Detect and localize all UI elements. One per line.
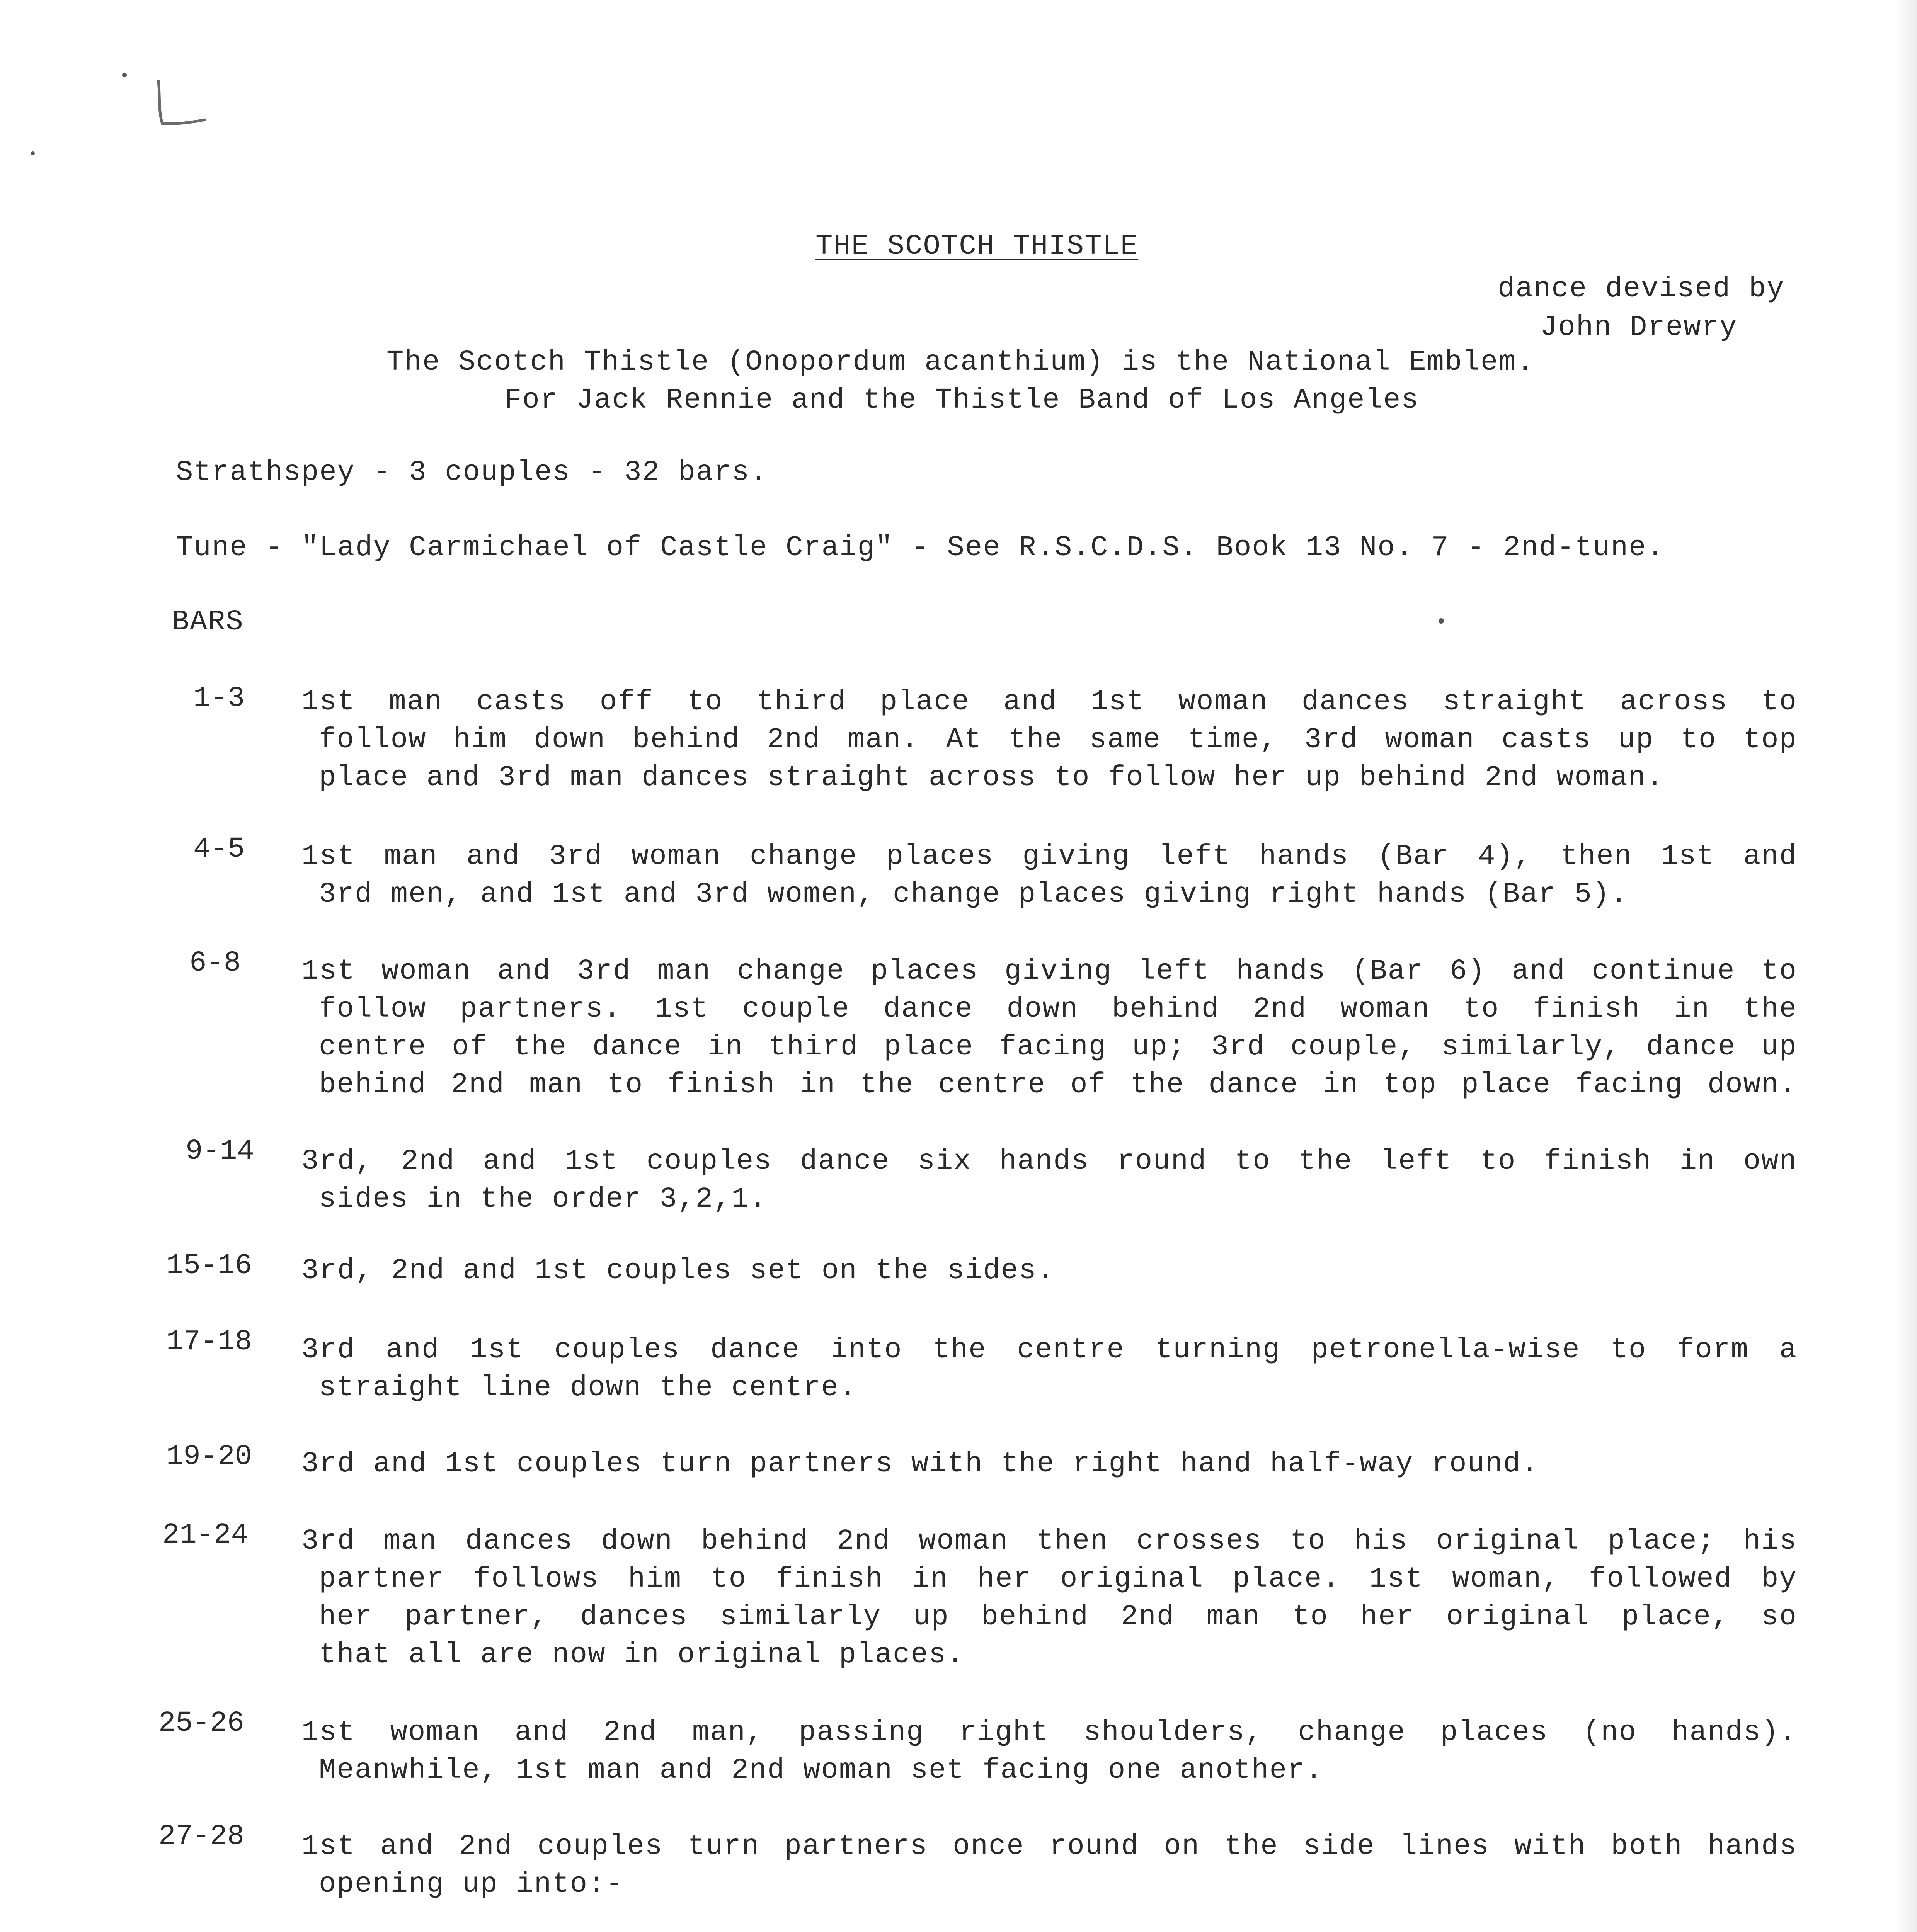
bar-range-label: 25-26 (158, 1707, 245, 1740)
stray-ink-dot (1439, 618, 1444, 624)
figure-description (301, 838, 1797, 913)
figure-line: 1st and 2nd couples turn partners once round on the side lines with both hands (301, 1830, 1797, 1863)
dance-title: THE SCOTCH THISTLE (815, 230, 1139, 263)
figure-line: behind 2nd man to finish in the centre of the dance in top place facing down. (319, 1069, 1797, 1101)
figure-description (301, 1143, 1797, 1218)
scan-edge-shading (1894, 0, 1917, 1932)
figure-line: 1st man and 3rd woman change places giving left hands (Bar 4), then 1st and (301, 840, 1797, 873)
bar-range-label: 6-8 (189, 947, 241, 980)
bar-range-label: 19-20 (166, 1440, 252, 1473)
devised-by-label: dance devised by (1498, 273, 1785, 305)
figure-description (301, 1714, 1797, 1789)
dedication-line-2: For Jack Rennie and the Thistle Band of Los Angeles (504, 384, 1419, 417)
figure-line: sides in the order 3,2,1. (319, 1183, 768, 1216)
bars-heading: BARS (172, 606, 244, 638)
stray-ink-dot (31, 151, 35, 155)
author-name: John Drewry (1540, 311, 1738, 344)
figure-line: follow partners. 1st couple dance down behind 2nd woman to finish in the (319, 993, 1797, 1026)
figure-description (301, 1331, 1797, 1407)
figure-line: centre of the dance in third place facing up; 3rd couple, similarly, dance up (319, 1031, 1797, 1063)
figure-line: 3rd man dances down behind 2nd woman then crosses to his original place; his (301, 1525, 1797, 1558)
bar-range-label: 4-5 (193, 833, 245, 866)
figure-line: 3rd and 1st couples turn partners with the right hand half-way round. (301, 1448, 1539, 1480)
figure-line: partner follows him to finish in her original place. 1st woman, followed by (319, 1563, 1797, 1595)
figure-line: 3rd, 2nd and 1st couples set on the sides. (301, 1255, 1055, 1287)
figure-description (301, 683, 1797, 797)
figure-line: Meanwhile, 1st man and 2nd woman set facing one another. (319, 1754, 1323, 1787)
figure-line: 1st man casts off to third place and 1st woman dances straight across to (301, 686, 1797, 718)
handwritten-corner-mark (147, 70, 216, 139)
figure-description (301, 1828, 1797, 1903)
figure-description (301, 1445, 1797, 1483)
figure-line: 1st woman and 3rd man change places giving left hands (Bar 6) and continue to (301, 955, 1797, 988)
figure-line: 3rd men, and 1st and 3rd women, change places giving right hands (Bar 5). (319, 878, 1628, 911)
dance-type: Strathspey - 3 couples - 32 bars. (176, 456, 768, 489)
figure-description (301, 952, 1797, 1104)
figure-line: 3rd, 2nd and 1st couples dance six hands round to the left to finish in own (301, 1145, 1797, 1178)
figure-description (301, 1252, 1797, 1290)
bar-range-label: 9-14 (186, 1135, 254, 1168)
bar-range-label: 21-24 (162, 1519, 249, 1551)
bar-range-label: 17-18 (166, 1326, 252, 1358)
figure-line: opening up into:- (319, 1868, 624, 1901)
figure-line: follow him down behind 2nd man. At the same time, 3rd woman casts up to top (319, 724, 1797, 756)
stray-ink-dot (122, 73, 127, 77)
dedication-line-1: The Scotch Thistle (Onopordum acanthium) is the National Emblem. (386, 346, 1535, 379)
bar-range-label: 15-16 (166, 1250, 252, 1282)
figure-line: that all are now in original places. (319, 1639, 965, 1671)
bar-range-label: 27-28 (158, 1820, 245, 1853)
figure-line: 1st woman and 2nd man, passing right shoulders, change places (no hands). (301, 1716, 1797, 1749)
bar-range-label: 1-3 (193, 682, 245, 715)
figure-line: her partner, dances similarly up behind 2nd man to her original place, so (319, 1601, 1797, 1633)
figure-line: place and 3rd man dances straight across to follow her up behind 2nd woman. (319, 762, 1664, 794)
figure-line: 3rd and 1st couples dance into the centre turning petronella-wise to form a (301, 1334, 1797, 1366)
figure-description (301, 1522, 1797, 1674)
figure-line: straight line down the centre. (319, 1372, 857, 1404)
tune-line: Tune - "Lady Carmichael of Castle Craig" - See R.S.C.D.S. Book 13 No. 7 - 2nd-tune. (176, 532, 1665, 564)
